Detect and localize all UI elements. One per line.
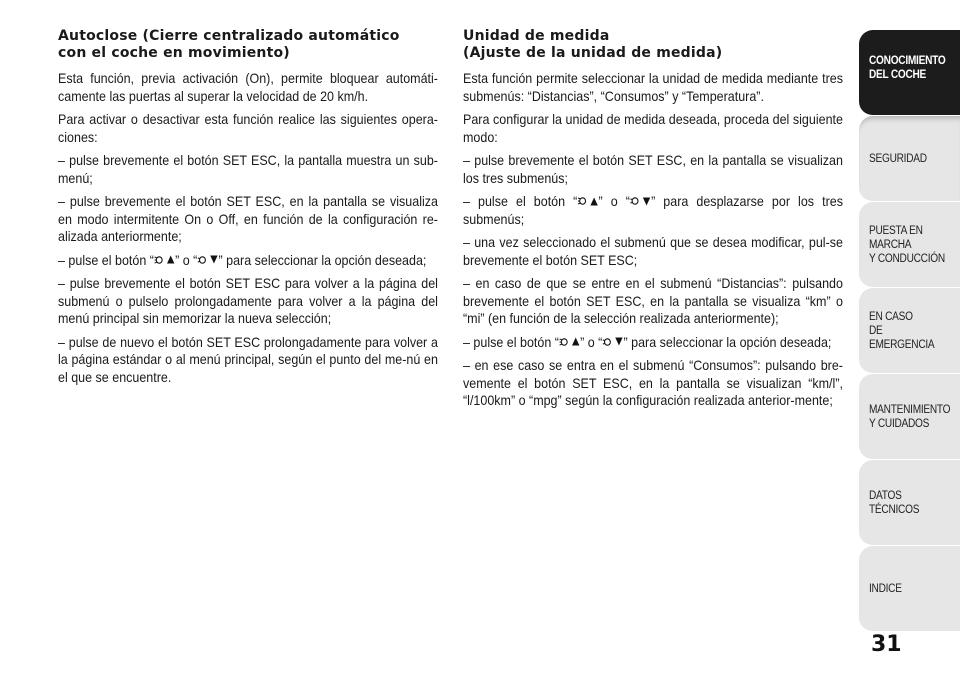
text-fragment: ” para seleccionar la opción deseada;	[623, 334, 832, 350]
left-column	[58, 28, 438, 392]
section-heading-unidad	[463, 28, 843, 62]
paragraph: – pulse brevemente el botón SET ESC, en la pantalla se visualizan los tres submenús;	[463, 153, 843, 186]
paragraph: Esta función, previa activación (On), permite bloquear automáti-camente las puertas al superar la velocidad de 20 km/h.	[58, 71, 438, 104]
text-fragment: ” o “	[598, 194, 630, 209]
paragraph: – en ese caso se entra en el submenú “Consumos”: pulsando bre-vemente el botón SET ESC, en la pantalla se visualizan “km/l”, “l/100km” o “mpg” según la configuración realizada anterior-mente;	[463, 358, 843, 408]
heading-line: (Ajuste de la unidad de medida)	[463, 45, 723, 61]
right-column	[463, 28, 843, 416]
tab-label: INDICE	[869, 582, 902, 595]
text-fragment: ” o “	[175, 252, 198, 268]
paragraph: Para activar o desactivar esta función realice las siguientes opera-ciones:	[58, 112, 438, 145]
tab-label: CONOCIMIENTO DEL COCHE	[869, 55, 946, 81]
paragraph: – una vez seleccionado el submenú que se desea modificar, pul-se brevemente el botón SET ESC;	[463, 235, 843, 268]
tab-label: SEGURIDAD	[869, 152, 927, 165]
paragraph: – en caso de que se entre en el submenú “Distancias”: pulsando brevemente el botón SET ESC, en la pantalla se visualiza “km” o “mi” (en función de la selección realizada anteriormente);	[463, 276, 843, 326]
text-fragment: ” o “	[580, 334, 603, 350]
tab-mantenimiento[interactable]	[859, 374, 960, 460]
paragraph-with-buttons	[463, 334, 843, 352]
paragraph: Esta función permite seleccionar la unidad de medida mediante tres submenús: “Distancias”, “Consumos” y “Temperatura”.	[463, 71, 843, 104]
tab-indice[interactable]	[859, 546, 960, 632]
text-fragment: ” para seleccionar la opción deseada;	[218, 252, 427, 268]
up-button-icon	[559, 336, 580, 348]
tab-label: DATOS TÉCNICOS	[869, 489, 920, 516]
tab-label: MANTENIMIENTO Y CUIDADOS	[869, 403, 951, 430]
paragraph-with-buttons	[463, 193, 843, 228]
up-button-icon	[154, 254, 175, 266]
heading-line: Unidad de medida	[463, 28, 610, 44]
down-button-icon	[197, 254, 218, 266]
section-tabs	[859, 30, 960, 632]
tab-datos-tecnicos[interactable]	[859, 460, 960, 546]
heading-line: con el coche en movimiento)	[58, 45, 290, 61]
paragraph: – pulse de nuevo el botón SET ESC prolongadamente para volver a la página estándar o al menú principal, según el punto del me-nú en el que se encuentre.	[58, 334, 438, 385]
section-heading-autoclose	[58, 28, 438, 62]
text-fragment: – pulse el botón “	[463, 194, 578, 209]
tab-label: EN CASO DE EMERGENCIA	[869, 310, 935, 351]
paragraph: – pulse brevemente el botón SET ESC para volver a la página del submenú o pulselo prolongadamente para volver a la página del menú principal sin memorizar la nueva selección;	[58, 276, 438, 326]
heading-line: Autoclose (Cierre centralizado automático	[58, 28, 400, 44]
text-fragment: – pulse el botón “	[463, 334, 559, 350]
tab-seguridad[interactable]	[859, 116, 960, 202]
tab-label: PUESTA EN MARCHA Y CONDUCCIÓN	[869, 224, 945, 265]
tab-puesta-en-marcha[interactable]	[859, 202, 960, 288]
down-button-icon	[602, 336, 623, 348]
paragraph: – pulse brevemente el botón SET ESC, la pantalla muestra un sub-menú;	[58, 153, 438, 186]
paragraph-with-buttons	[58, 252, 438, 270]
text-fragment: ” para desplazarse por los tres submenús;	[463, 194, 843, 227]
page-number: 31	[871, 632, 902, 657]
paragraph: Para configurar la unidad de medida deseada, proceda del siguiente modo:	[463, 112, 843, 145]
down-button-icon	[630, 195, 651, 207]
up-button-icon	[577, 195, 598, 207]
paragraph: – pulse brevemente el botón SET ESC, en la pantalla se visualiza en modo intermitente On o Off, en función de la configuración re-alizada anteriormente;	[58, 194, 438, 244]
tab-conocimiento-del-coche[interactable]	[859, 30, 960, 116]
tab-en-caso-de-emergencia[interactable]	[859, 288, 960, 374]
text-fragment: – pulse el botón “	[58, 252, 154, 268]
